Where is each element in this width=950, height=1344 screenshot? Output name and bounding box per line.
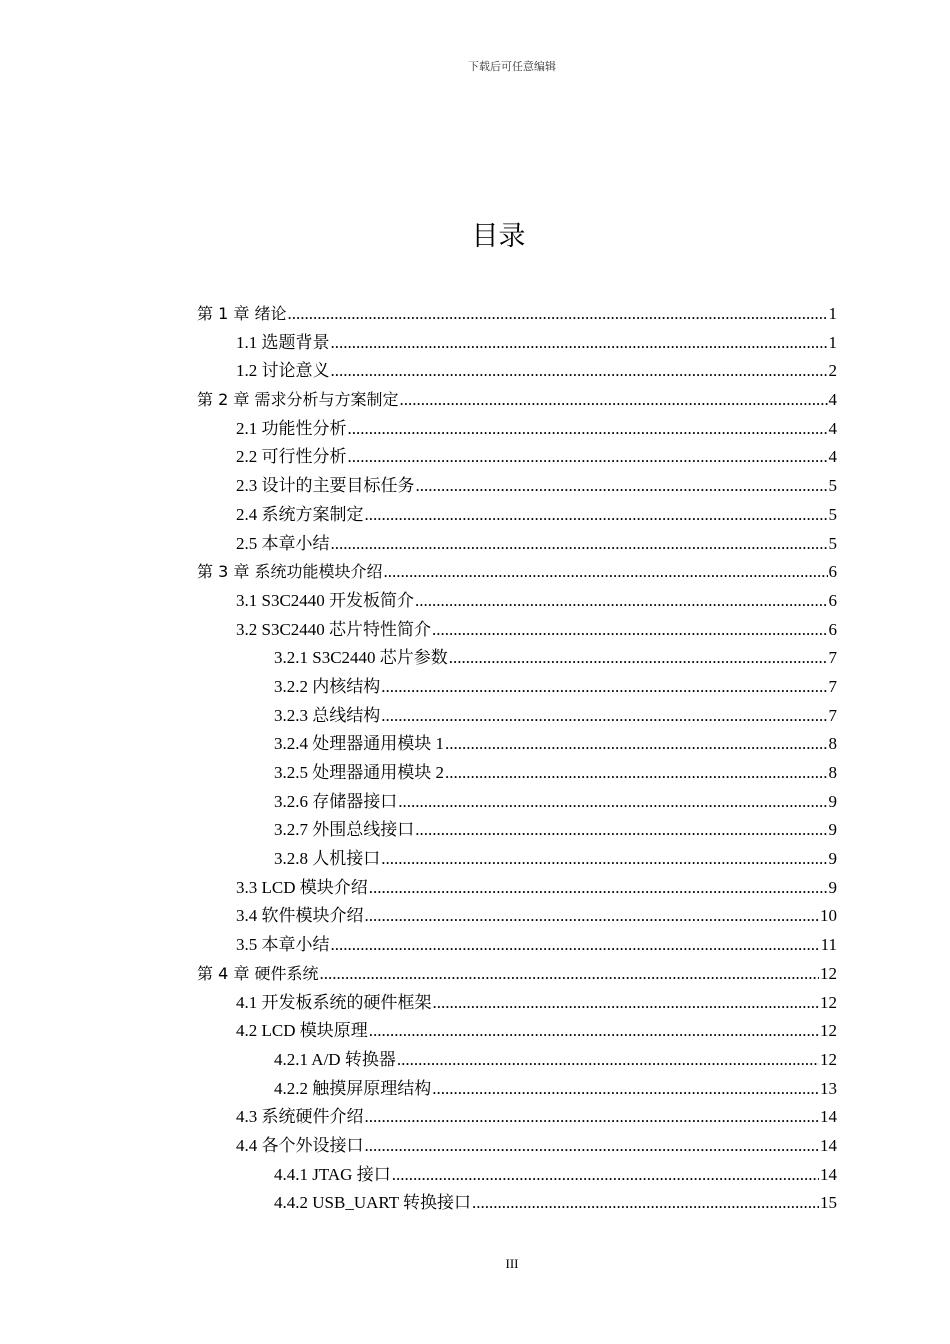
toc-entry-label: 3.5 本章小结 [236, 935, 330, 955]
dot-leader [331, 329, 828, 358]
toc-entry-page: 14 [820, 1135, 837, 1155]
toc-entry-label: 第 3 章 系统功能模块介绍 [197, 562, 383, 582]
toc-entry-page: 8 [828, 763, 837, 782]
dot-leader [392, 1161, 819, 1190]
toc-entry[interactable] [0, 1189, 950, 1218]
toc-entry[interactable] [0, 702, 950, 731]
toc-entry-page: 9 [828, 849, 837, 869]
toc-entry[interactable] [0, 386, 950, 415]
toc-entry-page: 4 [828, 390, 837, 410]
toc-entry-page: 10 [820, 906, 837, 926]
toc-entry-page: 14 [820, 1164, 837, 1184]
toc-entry-label: 3.3 LCD 模块介绍 [236, 877, 368, 897]
toc-entry[interactable] [0, 300, 950, 329]
footer-page-number: III [505, 1256, 519, 1271]
toc-entry[interactable] [0, 1132, 950, 1161]
toc-entry[interactable] [0, 845, 950, 874]
toc-entry-label: 3.2.7 外围总线接口 [274, 820, 415, 840]
toc-entry-label: 2.2 可行性分析 [236, 447, 347, 467]
toc-entry-label: 1.1 选题背景 [236, 332, 330, 352]
toc-entry[interactable] [0, 874, 950, 903]
toc-entry-page: 6 [828, 619, 837, 639]
dot-leader [331, 931, 820, 960]
toc-entry-label: 3.2.4 处理器通用模块 1 [274, 734, 444, 754]
dot-leader [365, 501, 828, 530]
toc-entry-page: 6 [828, 590, 837, 610]
toc-entry[interactable] [0, 1075, 950, 1104]
toc-entry-label: 3.2.3 总线结构 [274, 705, 381, 725]
toc-entry-page: 14 [820, 1107, 837, 1127]
toc-entry[interactable] [0, 1103, 950, 1132]
dot-leader [365, 1103, 820, 1132]
dot-leader [331, 357, 828, 386]
toc-entry-label: 3.2.2 内核结构 [274, 676, 381, 696]
toc-entry-page: 5 [828, 504, 837, 524]
toc-entry-page: 4 [828, 447, 837, 467]
toc-entry-page: 9 [828, 791, 837, 811]
toc-entry[interactable] [0, 960, 950, 989]
toc-entry-page: 5 [828, 476, 837, 496]
toc-entry-label: 2.3 设计的主要目标任务 [236, 476, 415, 496]
dot-leader [365, 902, 820, 931]
toc-entry-page: 8 [828, 734, 837, 754]
toc-entry[interactable] [0, 530, 950, 559]
toc-entry[interactable] [0, 788, 950, 817]
toc-entry[interactable] [0, 558, 950, 587]
toc-entry-label: 第 4 章 硬件系统 [197, 963, 319, 983]
dot-leader [398, 788, 827, 817]
toc-entry-page: 7 [828, 648, 837, 668]
dot-leader [432, 616, 827, 645]
dot-leader [348, 415, 828, 444]
toc-entry[interactable] [0, 730, 950, 759]
toc-entry-page: 4 [828, 418, 837, 438]
toc-entry-page: 1 [828, 332, 837, 352]
toc-entry-label: 4.4.1 JTAG 接口 [274, 1164, 391, 1184]
dot-leader [433, 989, 820, 1018]
dot-leader [365, 1132, 820, 1161]
toc-entry-label: 4.4 各个外设接口 [236, 1135, 364, 1155]
toc-entry[interactable] [0, 501, 950, 530]
toc-entry-label: 3.2.6 存储器接口 [274, 791, 398, 811]
dot-leader [287, 300, 827, 329]
dot-leader [415, 587, 827, 616]
toc-entry[interactable] [0, 1046, 950, 1075]
dot-leader [397, 1046, 819, 1075]
toc-entry-label: 3.1 S3C2440 开发板简介 [236, 590, 415, 610]
dot-leader [381, 673, 827, 702]
toc-entry[interactable] [0, 816, 950, 845]
toc-entry-page: 9 [828, 820, 837, 840]
toc-entry-label: 3.2.8 人机接口 [274, 849, 381, 869]
toc-entry-label: 4.4.2 USB_UART 转换接口 [274, 1193, 472, 1213]
toc-entry[interactable] [0, 673, 950, 702]
toc-entry-label: 3.4 软件模块介绍 [236, 906, 364, 926]
dot-leader [383, 558, 827, 587]
toc-entry[interactable] [0, 415, 950, 444]
dot-leader [381, 845, 827, 874]
toc-entry[interactable] [0, 329, 950, 358]
toc-entry-label: 2.5 本章小结 [236, 533, 330, 553]
toc-entry-label: 4.2.2 触摸屏原理结构 [274, 1078, 432, 1098]
toc-entry-label: 4.2 LCD 模块原理 [236, 1021, 368, 1041]
dot-leader [381, 702, 827, 731]
toc-entry-page: 13 [820, 1078, 837, 1098]
toc-entry-label: 1.2 讨论意义 [236, 361, 330, 381]
page-title: 目录 [471, 221, 526, 253]
toc-entry-label: 4.1 开发板系统的硬件框架 [236, 992, 432, 1012]
dot-leader [445, 759, 828, 788]
dot-leader [449, 644, 828, 673]
toc-entry-page: 11 [820, 935, 837, 955]
toc-entry-label: 3.2.5 处理器通用模块 2 [274, 763, 444, 782]
toc-entry-label: 4.3 系统硬件介绍 [236, 1107, 364, 1127]
toc-entry-label: 4.2.1 A/D 转换器 [274, 1049, 396, 1069]
toc-entry-page: 7 [828, 676, 837, 696]
toc-entry-label: 2.1 功能性分析 [236, 418, 347, 438]
toc-entry[interactable] [0, 587, 950, 616]
toc-entry-label: 3.2.1 S3C2440 芯片参数 [274, 648, 448, 668]
toc-entry[interactable] [0, 443, 950, 472]
toc-entry-page: 12 [820, 1021, 837, 1041]
toc-entry-page: 5 [828, 533, 837, 553]
dot-leader [369, 874, 828, 903]
dot-leader [432, 1075, 819, 1104]
toc-entry-page: 12 [820, 992, 837, 1012]
dot-leader [369, 1017, 819, 1046]
toc-entry[interactable] [0, 989, 950, 1018]
toc-entry[interactable] [0, 357, 950, 386]
dot-leader [348, 443, 828, 472]
dot-leader [415, 816, 827, 845]
dot-leader [472, 1189, 819, 1218]
toc-entry[interactable] [0, 902, 950, 931]
toc-entry-page: 2 [828, 361, 837, 381]
dot-leader [445, 730, 828, 759]
dot-leader [399, 386, 827, 415]
toc-entry-page: 12 [820, 963, 837, 983]
toc-entry-page: 7 [828, 705, 837, 725]
toc-entry-page: 12 [820, 1049, 837, 1069]
header-note: 下载后可任意编辑 [468, 61, 556, 73]
toc-entry-page: 9 [828, 877, 837, 897]
toc-entry-label: 第 2 章 需求分析与方案制定 [197, 390, 399, 410]
toc-entry-label: 3.2 S3C2440 芯片特性简介 [236, 619, 432, 639]
table-of-contents [0, 300, 950, 1218]
toc-entry[interactable] [0, 931, 950, 960]
toc-entry[interactable] [0, 1017, 950, 1046]
toc-entry[interactable] [0, 644, 950, 673]
dot-leader [416, 472, 828, 501]
dot-leader [319, 960, 819, 989]
toc-entry[interactable] [0, 759, 950, 788]
toc-entry-page: 6 [828, 562, 837, 582]
toc-entry[interactable] [0, 472, 950, 501]
toc-entry[interactable] [0, 616, 950, 645]
toc-entry-label: 第 1 章 绪论 [197, 304, 287, 323]
toc-entry-page: 1 [828, 304, 837, 323]
toc-entry[interactable] [0, 1161, 950, 1190]
dot-leader [331, 530, 828, 559]
toc-entry-label: 2.4 系统方案制定 [236, 504, 364, 524]
toc-entry-page: 15 [820, 1193, 837, 1213]
